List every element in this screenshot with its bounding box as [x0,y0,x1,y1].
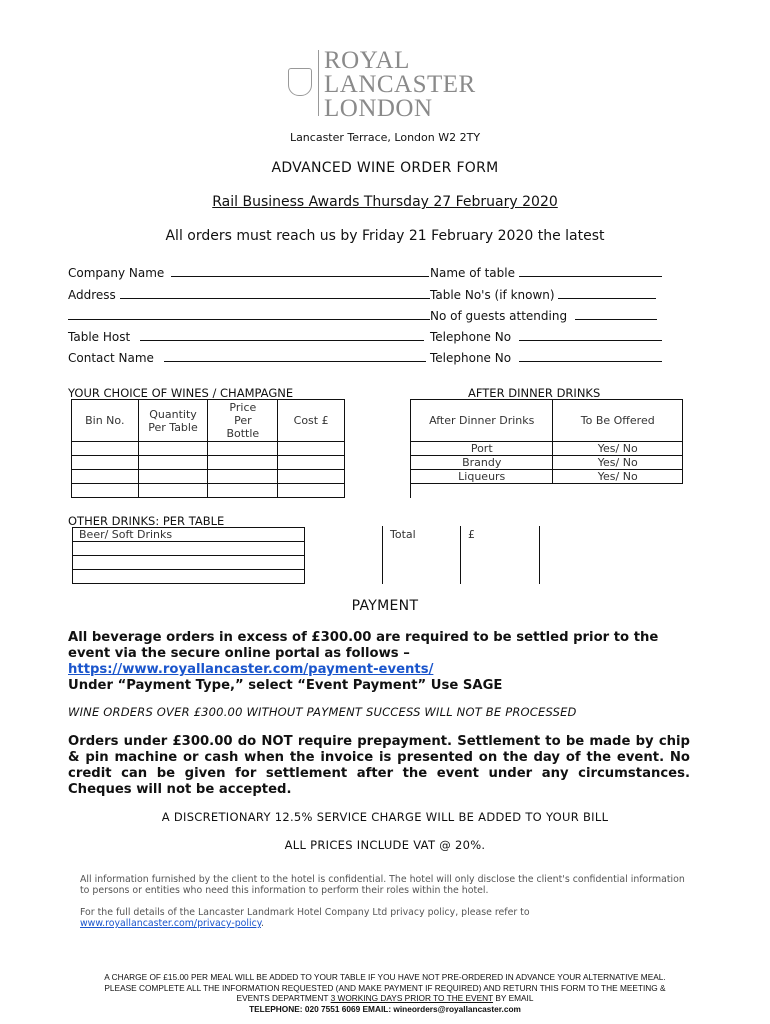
contact-name-field[interactable] [68,351,426,365]
table-edge-line [410,484,411,498]
contact-name-label: Contact Name [68,351,154,365]
company-name-field[interactable] [68,266,429,280]
cell[interactable] [72,442,139,456]
footer-line-3-pre: EVENTS DEPARTMENT [236,993,329,1003]
table-nos-label: Table No's (if known) [430,288,555,302]
other-drinks-table [72,527,305,584]
hotel-address: Lancaster Terrace, London W2 2TY [289,131,481,144]
privacy-link[interactable]: www.royallancaster.com/privacy-policy [80,918,261,929]
footer-deadline: 3 WORKING DAYS PRIOR TO THE EVENT [330,993,494,1003]
payment-heading: PAYMENT [351,598,419,614]
payment-paragraph-2: Orders under £300.00 do NOT require prepayment. Settlement to be made by chip & pin machine or cash when the invoice is presented on the day of the event. No credit can be given for settlement after the event under any circumstances. Cheques will not be accepted. [68,734,690,797]
col-quantity [138,400,208,442]
offered-liqueurs[interactable]: Yes/ No [553,470,683,484]
name-of-table-label: Name of table [430,266,515,280]
privacy-text-2 [80,907,690,929]
table-host-field[interactable] [68,330,424,344]
logo-line-2: LANCASTER [324,71,476,98]
cell[interactable] [278,442,345,456]
footer-line-3 [60,993,710,1004]
cell[interactable] [208,470,278,484]
wines-header-row [72,400,345,442]
crest-icon [288,68,312,96]
company-name-label: Company Name [68,266,165,280]
deadline-text: All orders must reach us by Friday 21 February 2020 the latest [165,228,605,244]
footer [60,972,710,1014]
name-of-table-field[interactable] [430,266,662,280]
cell[interactable] [208,484,278,498]
logo-line-3: LONDON [324,95,433,122]
footer-line-3-post: BY EMAIL [495,993,534,1003]
cell[interactable] [138,484,208,498]
telephone-2-field[interactable] [430,351,662,365]
col-price [208,400,278,442]
after-dinner-table [410,399,683,484]
address-field[interactable] [68,288,430,302]
cell[interactable] [138,456,208,470]
table-row[interactable] [72,456,345,470]
telephone-1-line[interactable] [519,330,662,341]
table-row[interactable] [411,470,683,484]
payment-link[interactable]: https://www.royallancaster.com/payment-events/ [68,662,434,677]
payment-warning: WINE ORDERS OVER £300.00 WITHOUT PAYMENT SUCCESS WILL NOT BE PROCESSED [68,705,577,719]
cell[interactable] [72,484,139,498]
table-row[interactable] [411,456,683,470]
address-label: Address [68,288,116,302]
payment-paragraph-1 [68,630,690,694]
offered-port[interactable]: Yes/ No [553,442,683,456]
cell[interactable] [278,456,345,470]
cell[interactable] [278,484,345,498]
cell[interactable] [278,470,345,484]
form-title: ADVANCED WINE ORDER FORM [271,160,499,176]
company-name-line[interactable] [171,266,429,277]
table-row[interactable] [73,542,305,556]
privacy-link-suffix: . [260,918,264,929]
col-price-label: Price Per Bottle [226,401,260,440]
footer-contact: TELEPHONE: 020 7551 6069 EMAIL: wineorders@royallancaster.com [249,1003,521,1014]
beer-soft-drinks-cell[interactable]: Beer/ Soft Drinks [73,528,305,542]
telephone-1-field[interactable] [430,330,662,344]
cell[interactable] [138,442,208,456]
no-of-guests-line[interactable] [575,309,657,320]
telephone-2-label: Telephone No [430,351,512,365]
cell[interactable] [208,456,278,470]
no-of-guests-field[interactable] [430,309,657,323]
privacy-text-2-body: For the full details of the Lancaster Landmark Hotel Company Ltd privacy policy, please refer to [80,907,530,918]
table-nos-line[interactable] [558,288,656,299]
footer-line-1: A CHARGE OF £15.00 PER MEAL WILL BE ADDED TO YOUR TABLE IF YOU HAVE NOT PRE-ORDERED IN ADVANCE YOUR ALTERNATIVE MEAL. [104,972,666,982]
total-box-mid-line [460,526,461,584]
col-cost [278,400,345,442]
total-label: Total [390,528,416,541]
hotel-logo [284,46,494,120]
total-input[interactable] [468,543,540,583]
drink-liqueurs: Liqueurs [411,470,553,484]
table-row[interactable] [72,442,345,456]
total-box-left-line [382,526,383,584]
payment-text-1: All beverage orders in excess of £300.00 are required to be settled prior to the event via the secure online portal as follows – [68,630,659,661]
col-bin-no: Bin No. [72,400,139,442]
table-row[interactable] [73,556,305,570]
footer-line-2: PLEASE COMPLETE ALL THE INFORMATION REQUESTED (AND MAKE PAYMENT IF REQUIRED) AND RETURN THIS FORM TO THE MEETING & [104,982,666,993]
event-title: Rail Business Awards Thursday 27 February 2020 [212,194,558,210]
col-cost-label: Cost £ [293,414,329,427]
contact-name-line[interactable] [164,351,426,362]
wines-table [71,399,345,498]
cell[interactable] [138,470,208,484]
table-row[interactable] [73,528,305,542]
vat-note: ALL PRICES INCLUDE VAT @ 20%. [284,838,486,852]
drink-port: Port [411,442,553,456]
total-currency: £ [468,528,475,541]
telephone-1-label: Telephone No [430,330,512,344]
logo-divider [318,50,319,116]
table-host-label: Table Host [68,330,131,344]
address-line[interactable] [120,288,430,299]
other-drinks-heading: OTHER DRINKS: PER TABLE [68,514,225,528]
table-host-line[interactable] [140,330,424,341]
service-charge-note: A DISCRETIONARY 12.5% SERVICE CHARGE WILL BE ADDED TO YOUR BILL [161,810,609,824]
no-of-guests-label: No of guests attending [430,309,568,323]
table-row[interactable] [72,484,345,498]
name-of-table-line[interactable] [519,266,662,277]
cell[interactable] [73,542,305,556]
after-dinner-heading: AFTER DINNER DRINKS [468,386,601,400]
table-nos-field[interactable] [430,288,656,302]
address-line-2[interactable] [68,309,430,320]
logo-line-1: ROYAL [324,47,410,74]
cell[interactable] [72,456,139,470]
address-line-2-field[interactable] [68,309,430,323]
cell[interactable] [208,442,278,456]
col-to-be-offered: To Be Offered [553,400,683,442]
drink-brandy: Brandy [411,456,553,470]
table-row[interactable] [411,442,683,456]
telephone-2-line[interactable] [519,351,662,362]
cell[interactable] [73,570,305,584]
cell[interactable] [73,556,305,570]
table-row[interactable] [72,470,345,484]
cell[interactable] [72,470,139,484]
payment-type-text: Under “Payment Type,” select “Event Payment” Use SAGE [68,678,503,693]
col-after-dinner-drinks: After Dinner Drinks [411,400,553,442]
wines-heading: YOUR CHOICE OF WINES / CHAMPAGNE [68,386,294,400]
table-row[interactable] [73,570,305,584]
offered-brandy[interactable]: Yes/ No [553,456,683,470]
after-dinner-header-row [411,400,683,442]
privacy-text-1: All information furnished by the client to the hotel is confidential. The hotel will only disclose the client's confidential information to persons or entities who need this information to perform their roles within the hotel. [80,874,685,896]
col-quantity-label: Quantity Per Table [148,407,198,434]
